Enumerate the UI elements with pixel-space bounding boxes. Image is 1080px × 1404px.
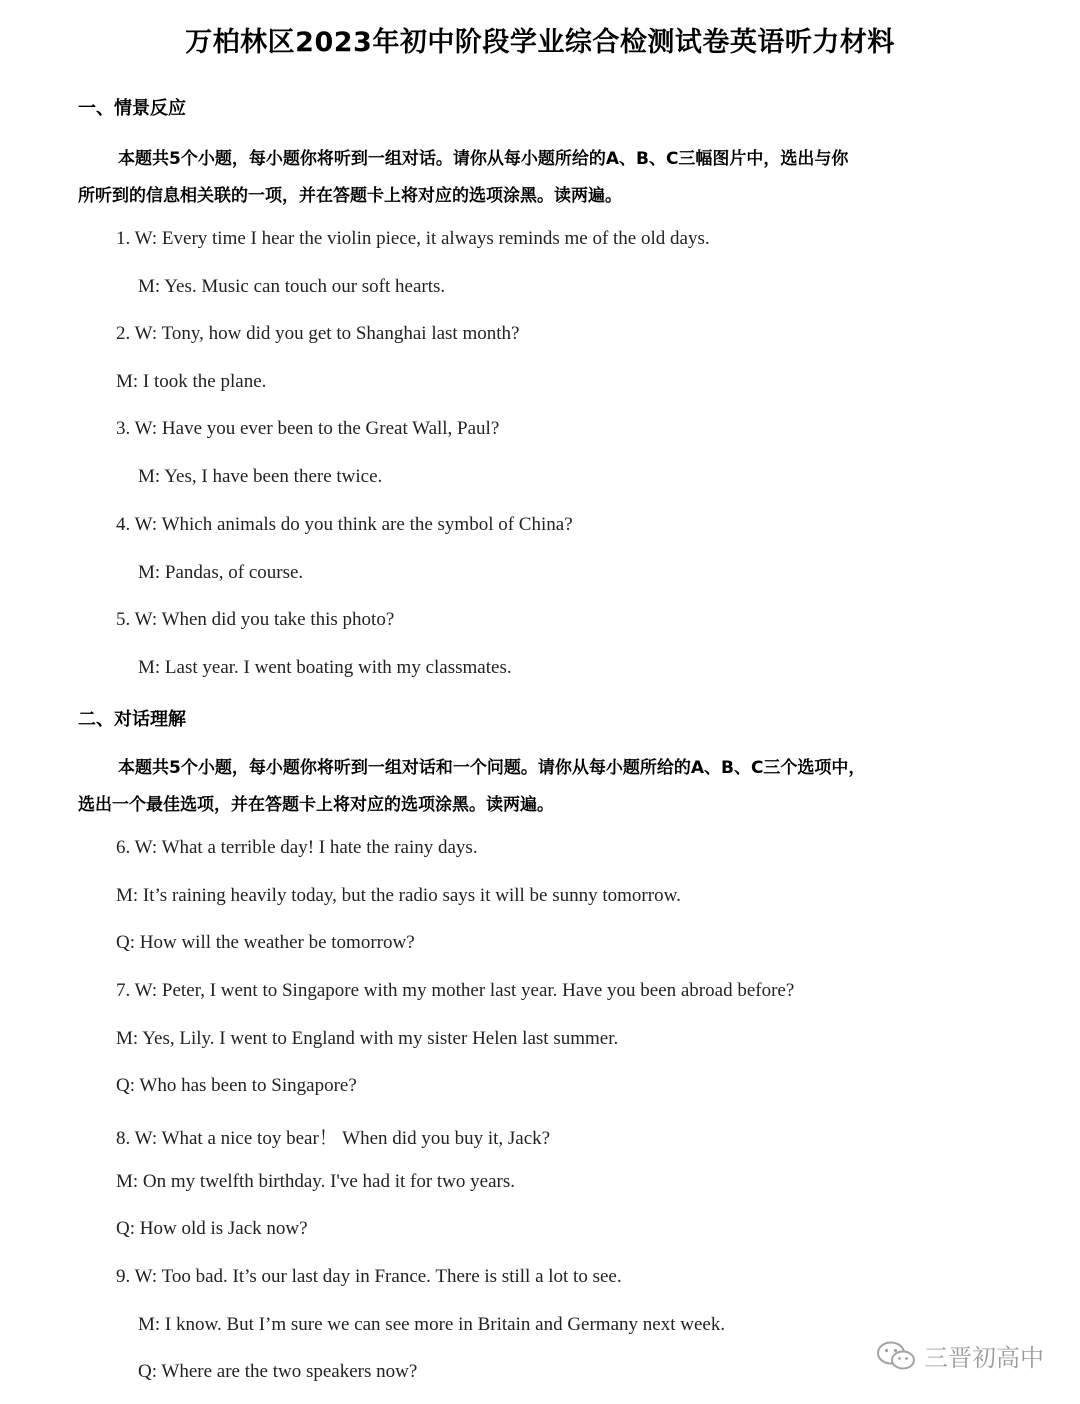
dialogue-line: M: Pandas, of course. <box>138 562 304 583</box>
section2-heading: 二、对话理解 <box>78 709 186 730</box>
dialogue-line: M: I took the plane. <box>116 371 267 392</box>
dialogue-line: 2. W: Tony, how did you get to Shanghai last month? <box>116 323 520 344</box>
dialogue-line: 8. W: What a nice toy bear！ When did you buy it, Jack? <box>116 1128 551 1149</box>
dialogue-line: M: On my twelfth birthday. I've had it for two years. <box>116 1171 515 1192</box>
section2-instruction-line1: 本题共5个小题，每小题你将听到一组对话和一个问题。请你从每小题所给的A、B、C三个选项中， <box>118 758 866 778</box>
dialogue-line: M: Yes. Music can touch our soft hearts. <box>138 276 446 297</box>
section1-heading: 一、情景反应 <box>78 98 186 119</box>
dialogue-line: Q: How old is Jack now? <box>116 1218 308 1239</box>
dialogue-line: Q: Where are the two speakers now? <box>138 1361 418 1382</box>
dialogue-line: 9. W: Too bad. It’s our last day in France. There is still a lot to see. <box>116 1266 622 1287</box>
dialogue-line: 3. W: Have you ever been to the Great Wall, Paul? <box>116 418 500 439</box>
watermark-text: 三晋初高中 <box>924 1344 1044 1372</box>
dialogue-line: 5. W: When did you take this photo? <box>116 609 395 630</box>
dialogue-line: 6. W: What a terrible day! I hate the rainy days. <box>116 837 478 858</box>
watermark <box>876 1338 1044 1373</box>
dialogue-line: M: It’s raining heavily today, but the radio says it will be sunny tomorrow. <box>116 885 681 906</box>
document-title: 万柏林区2023年初中阶段学业综合检测试卷英语听力材料 <box>185 27 895 58</box>
section1-instruction-line2: 所听到的信息相关联的一项，并在答题卡上将对应的选项涂黑。读两遍。 <box>78 186 622 206</box>
dialogue-line: Q: How will the weather be tomorrow? <box>116 932 415 953</box>
wechat-icon <box>876 1340 916 1372</box>
section1-instruction-line1: 本题共5个小题，每小题你将听到一组对话。请你从每小题所给的A、B、C三幅图片中，选出与你 <box>118 149 849 169</box>
dialogue-line: 7. W: Peter, I went to Singapore with my mother last year. Have you been abroad before? <box>116 980 795 1001</box>
dialogue-line: M: Last year. I went boating with my classmates. <box>138 657 512 678</box>
dialogue-line: 4. W: Which animals do you think are the symbol of China? <box>116 514 573 535</box>
dialogue-line: M: I know. But I’m sure we can see more in Britain and Germany next week. <box>138 1314 726 1335</box>
section2-instruction-line2: 选出一个最佳选项，并在答题卡上将对应的选项涂黑。读两遍。 <box>78 795 554 815</box>
dialogue-line: M: Yes, I have been there twice. <box>138 466 383 487</box>
dialogue-line: M: Yes, Lily. I went to England with my sister Helen last summer. <box>116 1028 619 1049</box>
dialogue-line: Q: Who has been to Singapore? <box>116 1075 357 1096</box>
dialogue-line: 1. W: Every time I hear the violin piece, it always reminds me of the old days. <box>116 228 710 249</box>
